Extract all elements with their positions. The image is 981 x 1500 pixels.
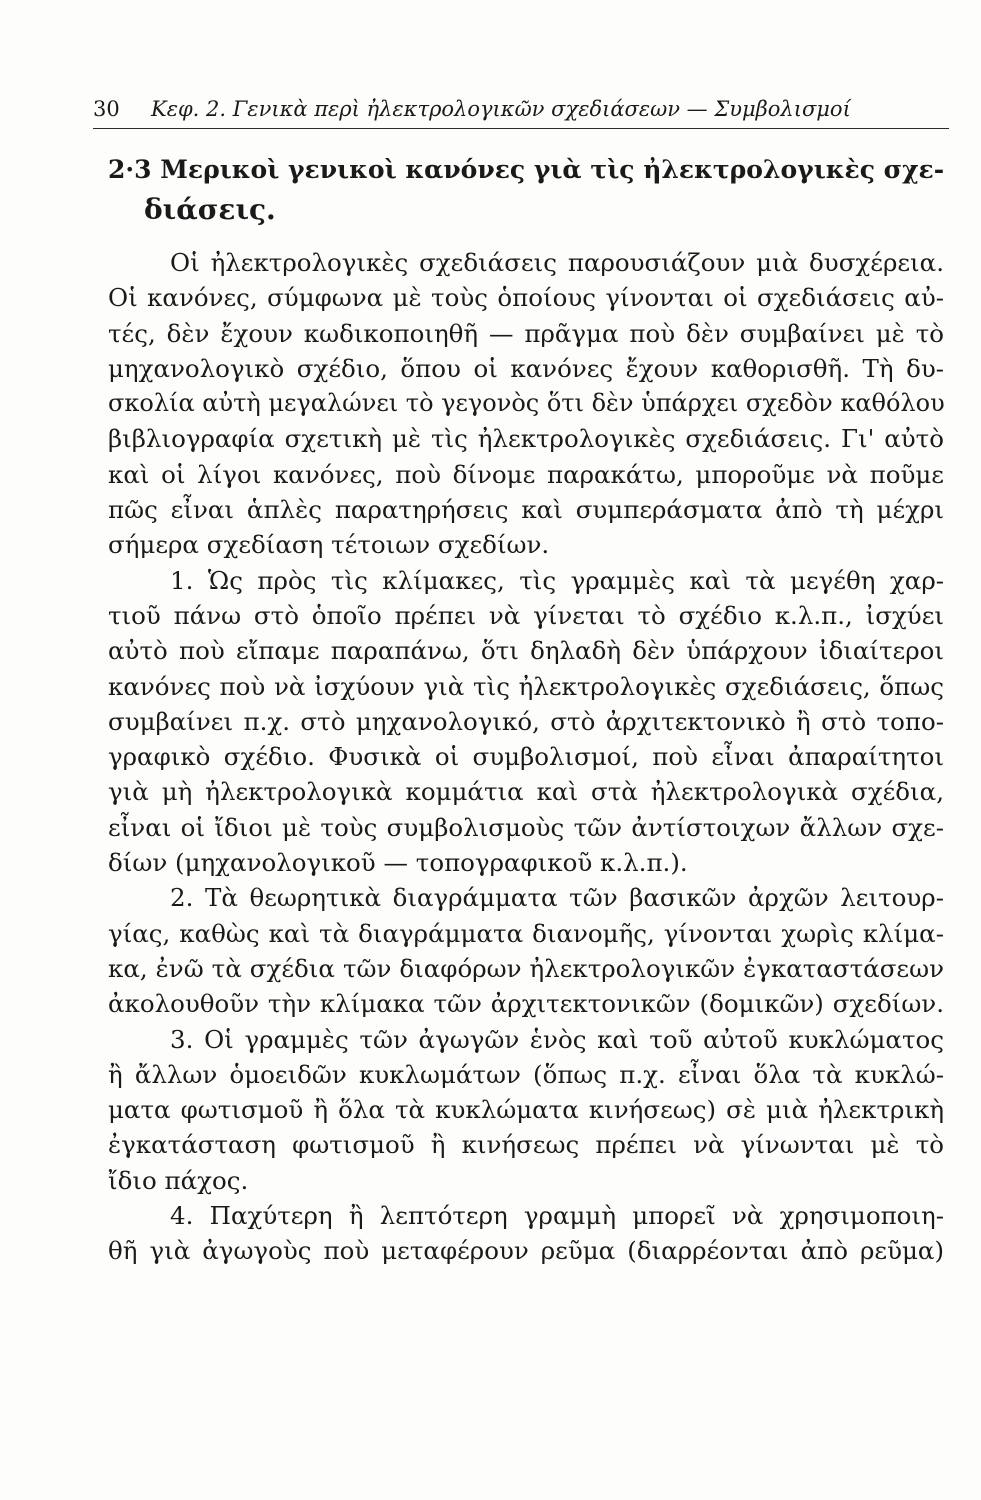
text-line: 2. Τὰ θεωρητικὰ διαγράμματα τῶν βασικῶν ἀρχῶν λειτουρ- [170,883,944,913]
text-line: θῆ γιὰ ἀγωγοὺς ποὺ μεταφέρουν ρεῦμα (διαρρέονται ἀπὸ ρεῦμα) [108,1236,944,1266]
section-heading [108,150,944,230]
text-line: συμβαίνει π.χ. στὸ μηχανολογικό, στὸ ἀρχιτεκτονικὸ ἢ στὸ τοπο- [108,706,944,736]
text-line: καὶ οἱ λίγοι κανόνες, ποὺ δίνομε παρακάτω, μποροῦμε νὰ ποῦμε [108,459,944,489]
section-heading-line: 2·3 Μερικοὶ γενικοὶ κανόνες γιὰ τὶς ἠλεκτρολογικὲς σχε- [108,155,945,184]
section-heading-line: διάσεις. [144,193,276,226]
text-line: αὐτὸ ποὺ εἴπαμε παραπάνω, ὅτι δηλαδὴ δὲν ὑπάρχουν ἰδιαίτεροι [108,636,944,666]
text-line: τές, δὲν ἔχουν κωδικοποιηθῆ — πρᾶγμα ποὺ δὲν συμβαίνει μὲ τὸ [108,318,944,348]
running-title: Κεφ. 2. Γενικὰ περὶ ἠλεκτρολογικῶν σχεδιάσεων — Συμβολισμοί [151,97,851,121]
text-line: ἢ ἄλλων ὁμοειδῶν κυκλωμάτων (ὅπως π.χ. εἶναι ὅλα τὰ κυκλώ- [108,1059,944,1089]
text-line: ἐγκατάσταση φωτισμοῦ ἢ κινήσεως πρέπει νὰ γίνωνται μὲ τὸ [108,1130,944,1160]
page-number: 30 [93,97,120,121]
text-line: γιὰ μὴ ἠλεκτρολογικὰ κομμάτια καὶ στὰ ἠλεκτρολογικὰ σχέδια, [108,777,944,807]
text-line: σήμερα σχεδίαση τέτοιων σχεδίων. [108,530,550,560]
text-line: 1. Ὡς πρὸς τὶς κλίμακες, τὶς γραμμὲς καὶ τὰ μεγέθη χαρ- [170,565,944,595]
text-line: μηχανολογικὸ σχέδιο, ὅπου οἱ κανόνες ἔχουν καθορισθῆ. Τὴ δυ- [108,353,944,383]
body-text [108,245,944,1269]
header-rule [93,128,949,129]
text-line: ἀκολουθοῦν τὴν κλίμακα τῶν ἀρχιτεκτονικῶν (δομικῶν) σχεδίων. [108,989,944,1019]
text-line: ἴδιο πάχος. [108,1165,249,1195]
text-line: δίων (μηχανολογικοῦ — τοπογραφικοῦ κ.λ.π.). [108,848,688,878]
running-head [93,92,949,126]
text-line: γραφικὸ σχέδιο. Φυσικὰ οἱ συμβολισμοί, ποὺ εἶναι ἀπαραίτητοι [108,742,944,772]
text-line: εἶναι οἱ ἴδιοι μὲ τοὺς συμβολισμοὺς τῶν ἀντίστοιχων ἄλλων σχε- [108,812,944,842]
text-line: ματα φωτισμοῦ ἢ ὅλα τὰ κυκλώματα κινήσεως) σὲ μιὰ ἠλεκτρικὴ [108,1095,944,1125]
text-line: 4. Παχύτερη ἢ λεπτότερη γραμμὴ μπορεῖ νὰ χρησιμοποιη- [170,1201,944,1231]
text-line: πῶς εἶναι ἁπλὲς παρατηρήσεις καὶ συμπεράσματα ἀπὸ τὴ μέχρι [108,495,944,525]
text-line: σκολία αὐτὴ μεγαλώνει τὸ γεγονὸς ὅτι δὲν ὑπάρχει σχεδὸν καθόλου [108,389,945,418]
text-line: βιβλιογραφία σχετικὴ μὲ τὶς ἠλεκτρολογικὲς σχεδιάσεις. Γι' αὐτὸ [108,424,944,454]
text-line: γίας, καθὼς καὶ τὰ διαγράμματα διανομῆς, γίνονται χωρὶς κλίμα- [108,918,944,948]
text-line: Οἱ ἠλεκτρολογικὲς σχεδιάσεις παρουσιάζουν μιὰ δυσχέρεια. [170,248,944,277]
text-line: 3. Οἱ γραμμὲς τῶν ἀγωγῶν ἑνὸς καὶ τοῦ αὐτοῦ κυκλώματος [170,1024,944,1054]
text-line: Οἱ κανόνες, σύμφωνα μὲ τοὺς ὁποίους γίνονται οἱ σχεδιάσεις αὐ- [108,283,944,313]
text-line: κα, ἐνῶ τὰ σχέδια τῶν διαφόρων ἠλεκτρολογικῶν ἐγκαταστάσεων [108,953,944,983]
text-line: κανόνες ποὺ νὰ ἰσχύουν γιὰ τὶς ἠλεκτρολογικὲς σχεδιάσεις, ὅπως [108,671,944,701]
text-line: τιοῦ πάνω στὸ ὁποῖο πρέπει νὰ γίνεται τὸ σχέδιο κ.λ.π., ἰσχύει [108,600,944,630]
